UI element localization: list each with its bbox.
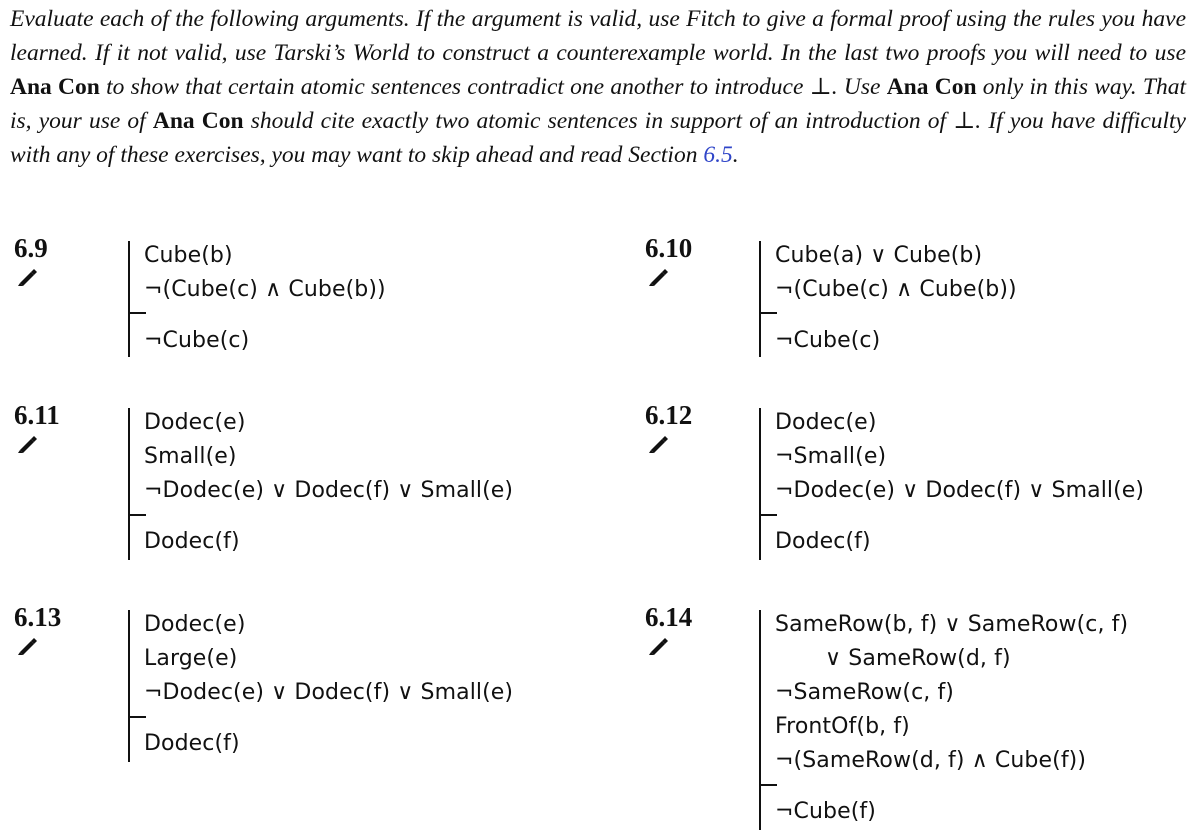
premise-3: ¬Dodec(e) ∨ Dodec(f) ∨ Small(e) bbox=[144, 478, 514, 503]
premise-3: ¬Dodec(e) ∨ Dodec(f) ∨ Small(e) bbox=[775, 478, 1145, 503]
fitch-bar bbox=[128, 312, 146, 314]
conclusion: ¬Cube(c) bbox=[144, 328, 250, 353]
pencil-icon bbox=[647, 636, 669, 656]
premise-2: Large(e) bbox=[144, 646, 238, 671]
premise-1: Dodec(e) bbox=[144, 612, 246, 637]
proof-scope-line bbox=[759, 610, 761, 830]
instructions-text-1: Evaluate each of the following arguments. If the argument is valid, use Fitch to give a formal proof using the rules you have learned. If it not valid, use Tarski’s World to construct a counterexample world. In the last two proofs you will need to use bbox=[10, 6, 1186, 66]
conclusion: Dodec(f) bbox=[144, 731, 240, 756]
premise-1-continued: ∨ SameRow(d, f) bbox=[825, 646, 1011, 671]
fitch-bar bbox=[759, 514, 777, 516]
premise-2: ¬SameRow(c, f) bbox=[775, 680, 954, 705]
pencil-icon bbox=[16, 636, 38, 656]
proof-scope-line bbox=[128, 610, 130, 762]
premise-1: Cube(b) bbox=[144, 243, 233, 268]
premise-3: FrontOf(b, f) bbox=[775, 714, 910, 739]
pencil-icon bbox=[647, 267, 669, 287]
exercise-number: 6.13 bbox=[14, 602, 62, 632]
premise-2: ¬(Cube(c) ∧ Cube(b)) bbox=[144, 277, 386, 302]
conclusion: ¬Cube(f) bbox=[775, 799, 876, 824]
conclusion: Dodec(f) bbox=[144, 529, 240, 554]
premise-4: ¬(SameRow(d, f) ∧ Cube(f)) bbox=[775, 748, 1087, 773]
fitch-bar bbox=[759, 312, 777, 314]
premise-2: Small(e) bbox=[144, 444, 237, 469]
instructions-text-4: should cite exactly two atomic sentences in support of an introduction of ⊥. If you have difficulty with any of these exercises, you may want to skip ahead and read Section bbox=[10, 108, 1186, 168]
exercise-number: 6.9 bbox=[14, 233, 48, 263]
ana-con-3: Ana Con bbox=[152, 108, 244, 134]
instructions-text-2: to show that certain atomic sentences contradict one another to introduce ⊥. Use bbox=[99, 74, 887, 100]
exercise-number: 6.14 bbox=[645, 602, 693, 632]
ana-con-1: Ana Con bbox=[10, 74, 100, 100]
premise-3: ¬Dodec(e) ∨ Dodec(f) ∨ Small(e) bbox=[144, 680, 514, 705]
exercise-number: 6.11 bbox=[14, 400, 60, 430]
fitch-bar bbox=[128, 716, 146, 718]
exercise-number: 6.12 bbox=[645, 400, 693, 430]
premise-1: Dodec(e) bbox=[775, 410, 877, 435]
proof-scope-line bbox=[759, 241, 761, 357]
pencil-icon bbox=[647, 434, 669, 454]
instructions-text-5: . bbox=[732, 142, 739, 168]
premise-2: ¬Small(e) bbox=[775, 444, 887, 469]
conclusion: Dodec(f) bbox=[775, 529, 871, 554]
proof-scope-line bbox=[759, 408, 761, 560]
premise-1: Dodec(e) bbox=[144, 410, 246, 435]
pencil-icon bbox=[16, 434, 38, 454]
section-link[interactable]: 6.5 bbox=[703, 142, 733, 168]
premise-1: SameRow(b, f) ∨ SameRow(c, f) bbox=[775, 612, 1129, 637]
instructions-text-3: only in this way. That is, your use of bbox=[10, 74, 1187, 134]
instructions bbox=[10, 2, 1186, 172]
fitch-bar bbox=[128, 514, 146, 516]
ana-con-2: Ana Con bbox=[886, 74, 977, 100]
premise-1: Cube(a) ∨ Cube(b) bbox=[775, 243, 983, 268]
proof-scope-line bbox=[128, 241, 130, 357]
fitch-bar bbox=[759, 784, 777, 786]
premise-2: ¬(Cube(c) ∧ Cube(b)) bbox=[775, 277, 1017, 302]
exercise-number: 6.10 bbox=[645, 233, 693, 263]
proof-scope-line bbox=[128, 408, 130, 560]
conclusion: ¬Cube(c) bbox=[775, 328, 881, 353]
pencil-icon bbox=[16, 267, 38, 287]
